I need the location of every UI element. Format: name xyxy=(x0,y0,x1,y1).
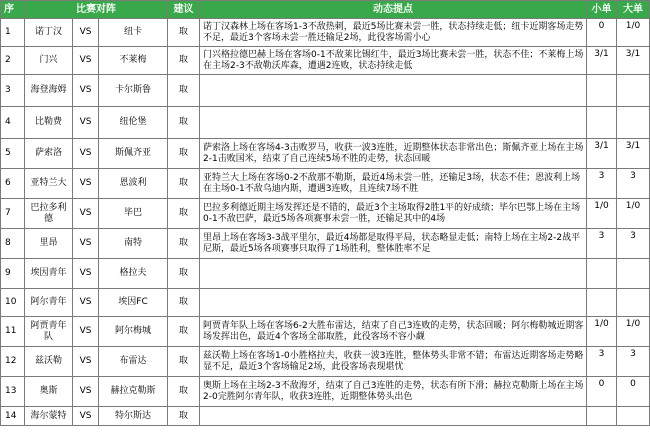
over-value xyxy=(617,407,650,426)
home-team: 海登海姆 xyxy=(25,75,73,107)
analysis: 亚特兰大上场在客场0-2不敌那不勒斯，最近4场未尝一胜，还输足3场，状态不佳；恩波利上场在主场0-1不敌乌迪内斯，遭遇3连败，且连续7场不胜 xyxy=(200,169,587,199)
away-team: 不莱梅 xyxy=(99,47,168,75)
row-number: 12 xyxy=(1,347,25,377)
away-team: 埃因FC xyxy=(99,289,168,317)
away-team: 阿尔梅城 xyxy=(99,317,168,347)
home-team: 兹沃勒 xyxy=(25,347,73,377)
over-value xyxy=(617,75,650,107)
over-value xyxy=(617,289,650,317)
table-row xyxy=(1,139,650,169)
under-value: 3 xyxy=(587,229,617,259)
under-value xyxy=(587,407,617,426)
under-value: 1/0 xyxy=(587,317,617,347)
row-number: 5 xyxy=(1,139,25,169)
under-value: 3/1 xyxy=(587,139,617,169)
analysis xyxy=(200,107,587,139)
row-number: 3 xyxy=(1,75,25,107)
vs-label: VS xyxy=(73,289,99,317)
under-value xyxy=(587,289,617,317)
away-team: 赫拉克勒斯 xyxy=(99,377,168,407)
analysis: 里昂上场在客场3-3战平里尔，最近4场都是取得平局，状态略显走低；南特上场在主场2-2战平尼斯，最近5场各项赛事只取得了1场胜利，整体胜率不足 xyxy=(200,229,587,259)
pick: 取 xyxy=(168,75,200,107)
home-team: 埃因青年 xyxy=(25,259,73,289)
table-body xyxy=(1,19,650,426)
pick: 取 xyxy=(168,169,200,199)
table-row xyxy=(1,377,650,407)
away-team: 特尔斯达 xyxy=(99,407,168,426)
table-row xyxy=(1,317,650,347)
pick: 取 xyxy=(168,19,200,47)
row-number: 6 xyxy=(1,169,25,199)
home-team: 萨索洛 xyxy=(25,139,73,169)
vs-label: VS xyxy=(73,317,99,347)
header-pick: 建议 xyxy=(168,1,200,19)
analysis xyxy=(200,289,587,317)
vs-label: VS xyxy=(73,259,99,289)
vs-label: VS xyxy=(73,229,99,259)
away-team: 纽伦堡 xyxy=(99,107,168,139)
table-row xyxy=(1,75,650,107)
analysis xyxy=(200,259,587,289)
over-value: 3 xyxy=(617,169,650,199)
analysis: 门兴格拉德巴赫上场在客场0-1不敌莱比锡红牛，最近3场比赛未尝一胜，状态不佳；不莱梅上场在主场2-3不敌勒沃库森，遭遇2连败，状态持续走低 xyxy=(200,47,587,75)
row-number: 4 xyxy=(1,107,25,139)
away-team: 南特 xyxy=(99,229,168,259)
away-team: 毕巴 xyxy=(99,199,168,229)
row-number: 14 xyxy=(1,407,25,426)
pick: 取 xyxy=(168,289,200,317)
table-row xyxy=(1,407,650,426)
under-value: 0 xyxy=(587,377,617,407)
header-analysis: 动态提点 xyxy=(200,1,587,19)
row-number: 8 xyxy=(1,229,25,259)
pick: 取 xyxy=(168,377,200,407)
table-row xyxy=(1,229,650,259)
analysis: 诺丁汉森林上场在客场1-3不敌热刺，最近5场比赛未尝一胜，状态持续走低；纽卡近期客场走势不足，最近3个客场未尝一胜还输足2场，此役客场需小心 xyxy=(200,19,587,47)
away-team: 卡尔斯鲁 xyxy=(99,75,168,107)
row-number: 10 xyxy=(1,289,25,317)
home-team: 比勒费 xyxy=(25,107,73,139)
home-team: 海尔蒙特 xyxy=(25,407,73,426)
pick: 取 xyxy=(168,259,200,289)
home-team: 奥斯 xyxy=(25,377,73,407)
row-number: 11 xyxy=(1,317,25,347)
away-team: 斯佩齐亚 xyxy=(99,139,168,169)
pick: 取 xyxy=(168,407,200,426)
analysis: 兹沃勒上场在客场1-0小胜格拉夫，收获一波3连胜，整体势头非常不错；布雷达近期客场走势略显不足，最近3个客场输足2场，此役客场表现堪忧 xyxy=(200,347,587,377)
home-team: 阿贾青年队 xyxy=(25,317,73,347)
under-value: 3/1 xyxy=(587,47,617,75)
table-row xyxy=(1,107,650,139)
vs-label: VS xyxy=(73,407,99,426)
home-team: 亚特兰大 xyxy=(25,169,73,199)
away-team: 格拉夫 xyxy=(99,259,168,289)
header-match: 比赛对阵 xyxy=(25,1,168,19)
header-over: 大单 xyxy=(617,1,650,19)
under-value: 0 xyxy=(587,19,617,47)
pick: 取 xyxy=(168,229,200,259)
table-row xyxy=(1,199,650,229)
away-team: 纽卡 xyxy=(99,19,168,47)
over-value: 3/1 xyxy=(617,139,650,169)
row-number: 7 xyxy=(1,199,25,229)
under-value: 1/0 xyxy=(587,199,617,229)
under-value xyxy=(587,259,617,289)
over-value: 3 xyxy=(617,229,650,259)
analysis: 阿贾青年队上场在客场6-2大胜布雷达，结束了自己3连败的走势，状态回暖；阿尔梅勒城近期客场发挥出色，最近4个客场全部取胜，此役客场不容小觑 xyxy=(200,317,587,347)
under-value: 3 xyxy=(587,347,617,377)
home-team: 诺丁汉 xyxy=(25,19,73,47)
over-value: 1/0 xyxy=(617,19,650,47)
under-value: 3 xyxy=(587,169,617,199)
pick: 取 xyxy=(168,199,200,229)
pick: 取 xyxy=(168,347,200,377)
vs-label: VS xyxy=(73,75,99,107)
table-row xyxy=(1,169,650,199)
analysis: 巴拉多利德近期主场发挥还是不错的，最近3个主场取得2胜1平的好成绩；毕尔巴鄂上场在主场0-1不敌巴萨，最近5场各项赛事未尝一胜，还输足其中的4场 xyxy=(200,199,587,229)
header-row xyxy=(1,1,650,19)
home-team: 巴拉多利德 xyxy=(25,199,73,229)
over-value xyxy=(617,259,650,289)
table-row xyxy=(1,289,650,317)
over-value: 0 xyxy=(617,377,650,407)
away-team: 布雷达 xyxy=(99,347,168,377)
vs-label: VS xyxy=(73,377,99,407)
row-number: 13 xyxy=(1,377,25,407)
table-row xyxy=(1,259,650,289)
vs-label: VS xyxy=(73,47,99,75)
over-value: 1/0 xyxy=(617,199,650,229)
analysis xyxy=(200,407,587,426)
row-number: 1 xyxy=(1,19,25,47)
vs-label: VS xyxy=(73,199,99,229)
header-under: 小单 xyxy=(587,1,617,19)
vs-label: VS xyxy=(73,347,99,377)
away-team: 恩波利 xyxy=(99,169,168,199)
vs-label: VS xyxy=(73,139,99,169)
home-team: 门兴 xyxy=(25,47,73,75)
home-team: 阿尔青年 xyxy=(25,289,73,317)
analysis xyxy=(200,75,587,107)
over-value: 3 xyxy=(617,347,650,377)
analysis: 萨索洛上场在客场4-3击败罗马，收获一波3连胜，近期整体状态非常出色；斯佩齐亚上场在主场2-1击败国米，结束了自己连续5场不胜的走势，状态回暖 xyxy=(200,139,587,169)
pick: 取 xyxy=(168,317,200,347)
home-team: 里昂 xyxy=(25,229,73,259)
row-number: 9 xyxy=(1,259,25,289)
under-value xyxy=(587,75,617,107)
vs-label: VS xyxy=(73,19,99,47)
pick: 取 xyxy=(168,139,200,169)
table-row xyxy=(1,47,650,75)
vs-label: VS xyxy=(73,169,99,199)
analysis: 奥斯上场在主场2-3不敌海牙，结束了自己3连胜的走势，状态有所下滑；赫拉克勒斯上场在主场2-0完胜阿尔青年队，收获3连胜，近期整体势头出色 xyxy=(200,377,587,407)
table-row xyxy=(1,19,650,47)
over-value: 1/0 xyxy=(617,317,650,347)
pick: 取 xyxy=(168,47,200,75)
over-value xyxy=(617,107,650,139)
row-number: 2 xyxy=(1,47,25,75)
under-value xyxy=(587,107,617,139)
vs-label: VS xyxy=(73,107,99,139)
table-row xyxy=(1,347,650,377)
header-index: 序 xyxy=(1,1,25,19)
pick: 取 xyxy=(168,107,200,139)
over-value: 3/1 xyxy=(617,47,650,75)
